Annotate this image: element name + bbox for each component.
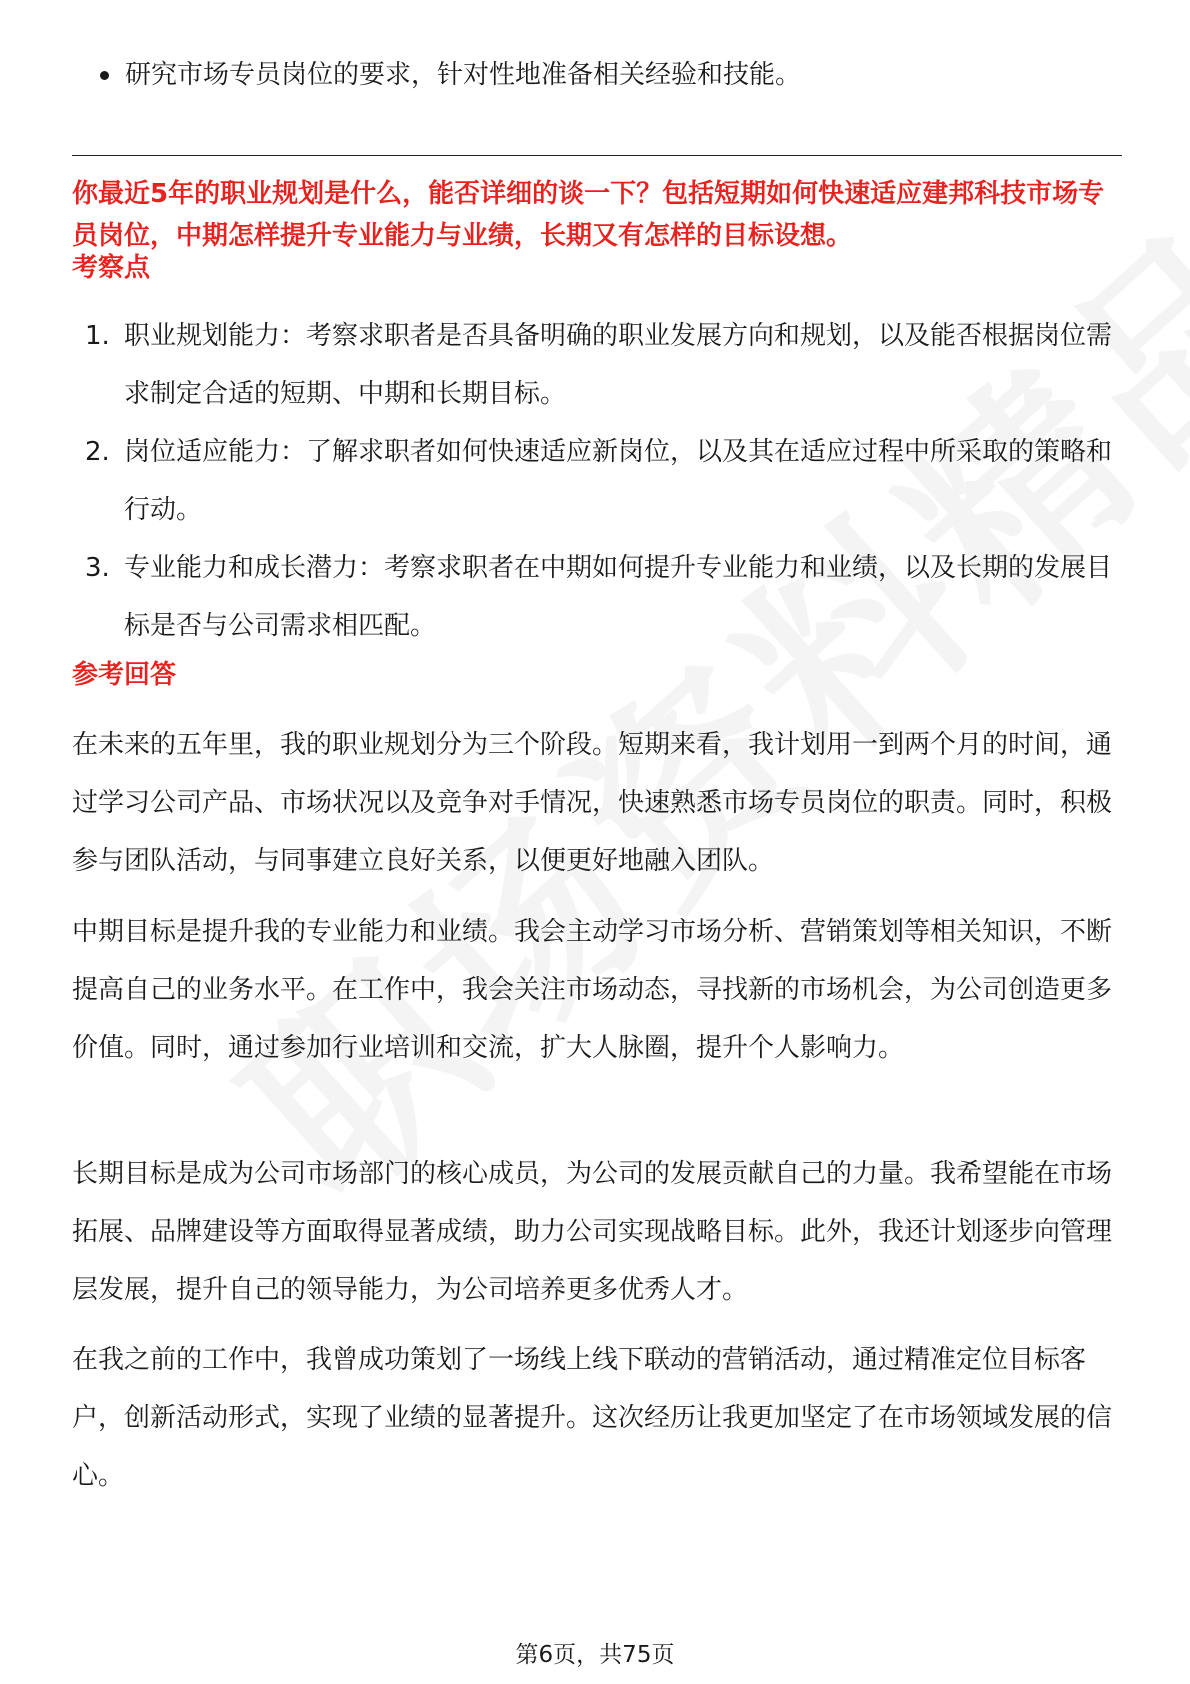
answer-paragraph: 中期目标是提升我的专业能力和业绩。我会主动学习市场分析、营销策划等相关知识，不断提高自己的业务水平。在工作中，我会关注市场动态，寻找新的市场机会，为公司创造更多价值。同时，通过参加行业培训和交流，扩大人脉圈，提升个人影响力。 (72, 917, 1113, 1063)
list-text: 专业能力和成长潜力：考察求职者在中期如何提升专业能力和业绩，以及长期的发展目标是否与公司需求相匹配。 (124, 553, 1113, 641)
list-number: 3. (85, 553, 110, 583)
list-item (72, 423, 1122, 539)
bullet-icon (100, 71, 109, 80)
list-number: 2. (85, 437, 110, 467)
list-item (72, 539, 1122, 655)
section-title-kaocha: 考察点 (72, 253, 151, 283)
answer-paragraph: 在我之前的工作中，我曾成功策划了一场线上线下联动的营销活动，通过精准定位目标客户，创新活动形式，实现了业绩的显著提升。这次经历让我更加坚定了在市场领域发展的信心。 (72, 1345, 1113, 1491)
answer-paragraph: 长期目标是成为公司市场部门的核心成员，为公司的发展贡献自己的力量。我希望能在市场拓展、品牌建设等方面取得显著成绩，助力公司实现战略目标。此外，我还计划逐步向管理层发展，提升自己的领导能力，为公司培养更多优秀人才。 (72, 1159, 1113, 1305)
divider (72, 155, 1122, 156)
answer-paragraph: 在未来的五年里，我的职业规划分为三个阶段。短期来看，我计划用一到两个月的时间，通过学习公司产品、市场状况以及竞争对手情况，快速熟悉市场专员岗位的职责。同时，积极参与团队活动，与同事建立良好关系，以便更好地融入团队。 (72, 730, 1113, 876)
list-text: 职业规划能力：考察求职者是否具备明确的职业发展方向和规划，以及能否根据岗位需求制定合适的短期、中期和长期目标。 (124, 321, 1113, 409)
section-title-answer: 参考回答 (72, 660, 177, 690)
kaocha-list (72, 307, 1122, 655)
question-heading: 你最近5年的职业规划是什么，能否详细的谈一下？包括短期如何快速适应建邦科技市场专员岗位，中期怎样提升专业能力与业绩，长期又有怎样的目标设想。 (72, 179, 1105, 251)
bullet-text: 研究市场专员岗位的要求，针对性地准备相关经验和技能。 (125, 60, 802, 90)
list-number: 1. (85, 321, 110, 351)
list-item (72, 307, 1122, 423)
list-text: 岗位适应能力：了解求职者如何快速适应新岗位，以及其在适应过程中所采取的策略和行动。 (124, 437, 1113, 525)
bullet-item (100, 56, 801, 94)
page-footer: 第6页，共75页 (515, 1642, 675, 1668)
